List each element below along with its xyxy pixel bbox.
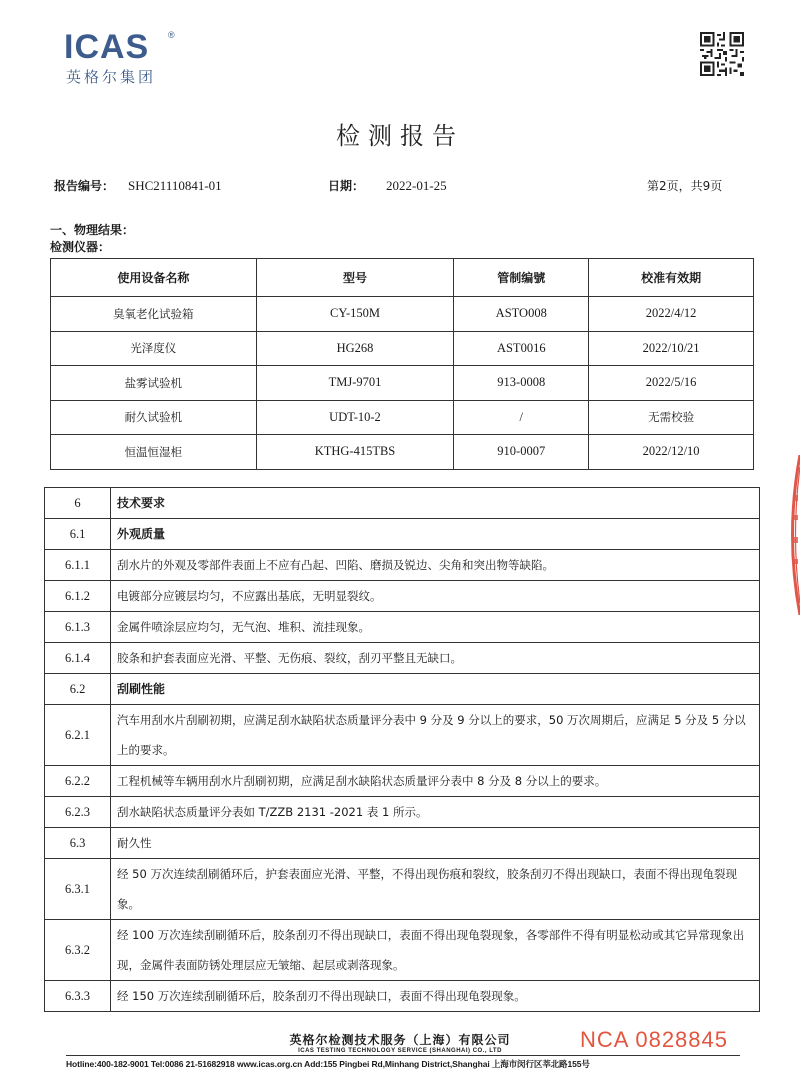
report-date-value: 2022-01-25	[386, 178, 447, 193]
clause-text: 刮水片的外观及零部件表面上不应有凸起、凹陷、磨损及锐边、尖角和突出物等缺陷。	[111, 550, 760, 581]
table-row	[51, 366, 754, 401]
report-date	[328, 177, 447, 194]
report-number	[54, 177, 222, 194]
table-row	[51, 435, 754, 470]
report-title: 检测报告	[336, 122, 464, 150]
control-number: AST0016	[454, 331, 589, 366]
clause-number: 6.3.1	[45, 859, 111, 920]
clause-number: 6.1.1	[45, 550, 111, 581]
requirement-row	[45, 643, 760, 674]
requirement-row	[45, 550, 760, 581]
clause-number: 6.1.2	[45, 581, 111, 612]
equipment-table	[50, 258, 754, 470]
table-row	[51, 331, 754, 366]
equipment-model: UDT-10-2	[256, 400, 454, 435]
equipment-model: TMJ-9701	[256, 366, 454, 401]
clause-text: 经 100 万次连续刮刷循环后，胶条刮刃不得出现缺口，表面不得出现龟裂现象，各零部件不得有明显松动或其它异常现象出现，金属件表面防锈处理层应无皱缩、起层或剥落现象。	[111, 920, 760, 981]
clause-number: 6	[45, 488, 111, 519]
clause-number: 6.1.3	[45, 612, 111, 643]
requirements-table	[44, 487, 760, 1012]
company-name-cn: 英格尔检测技术服务（上海）有限公司	[289, 1033, 511, 1047]
clause-text: 工程机械等车辆用刮水片刮刷初期，应满足刮水缺陷状态质量评分表中 8 分及 8 分以上的要求。	[111, 766, 760, 797]
calibration-date: 2022/5/16	[589, 366, 754, 401]
footer-divider	[66, 1055, 740, 1056]
clause-text: 电镀部分应镀层均匀，不应露出基底，无明显裂纹。	[111, 581, 760, 612]
control-number: ASTO008	[454, 297, 589, 332]
nca-number: NCA 0828845	[580, 1027, 728, 1052]
company-logo	[64, 30, 184, 86]
requirement-row	[45, 674, 760, 705]
equipment-model: KTHG-415TBS	[256, 435, 454, 470]
section-heading: 一、物理结果：	[50, 223, 135, 237]
clause-number: 6.1.4	[45, 643, 111, 674]
clause-text: 外观质量	[111, 519, 760, 550]
equipment-model: HG268	[256, 331, 454, 366]
requirement-row	[45, 612, 760, 643]
contact-info: Hotline:400-182-9001 Tel:0086 21-51682918 www.icas.org.cn Add:155 Pingbei Rd,Minhang District,Shanghai 上海市闵行区莘北路155号	[66, 1059, 590, 1069]
equipment-name: 盐雾试验机	[51, 366, 257, 401]
calibration-date: 2022/4/12	[589, 297, 754, 332]
clause-text: 技术要求	[111, 488, 760, 519]
control-number: 910-0007	[454, 435, 589, 470]
calibration-date: 无需校验	[589, 400, 754, 435]
clause-text: 经 50 万次连续刮刷循环后，护套表面应光滑、平整，不得出现伤痕和裂纹，胶条刮刃不得出现缺口，表面不得出现龟裂现象。	[111, 859, 760, 920]
control-number: 913-0008	[454, 366, 589, 401]
column-header: 使用设备名称	[51, 259, 257, 297]
page-indicator	[647, 177, 722, 194]
logo-subtitle: 英格尔集团	[66, 68, 157, 86]
clause-text: 刮刷性能	[111, 674, 760, 705]
clause-text: 耐久性	[111, 828, 760, 859]
clause-number: 6.3.2	[45, 920, 111, 981]
equipment-name: 耐久试验机	[51, 400, 257, 435]
clause-text: 胶条和护套表面应光滑、平整、无伤痕、裂纹，刮刃平整且无缺口。	[111, 643, 760, 674]
equipment-name: 光泽度仪	[51, 331, 257, 366]
requirement-row	[45, 581, 760, 612]
requirement-row	[45, 797, 760, 828]
equipment-model: CY-150M	[256, 297, 454, 332]
requirement-row	[45, 488, 760, 519]
requirement-row	[45, 766, 760, 797]
requirement-row	[45, 828, 760, 859]
column-header: 校准有效期	[589, 259, 754, 297]
clause-text: 汽车用刮水片刮刷初期，应满足刮水缺陷状态质量评分表中 9 分及 9 分以上的要求，50 万次周期后，应满足 5 分及 5 分以上的要求。	[111, 705, 760, 766]
equipment-name: 恒温恒湿柜	[51, 435, 257, 470]
column-header: 型号	[256, 259, 454, 297]
clause-number: 6.2.1	[45, 705, 111, 766]
clause-text: 刮水缺陷状态质量评分表如 T/ZZB 2131 -2021 表 1 所示。	[111, 797, 760, 828]
qr-code-icon	[700, 32, 744, 76]
clause-text: 金属件喷涂层应均匀，无气泡、堆积、流挂现象。	[111, 612, 760, 643]
table-row	[51, 400, 754, 435]
clause-number: 6.2.2	[45, 766, 111, 797]
report-date-label: 日期：	[328, 179, 365, 193]
calibration-date: 2022/12/10	[589, 435, 754, 470]
equipment-name: 臭氧老化试验箱	[51, 297, 257, 332]
logo-text: ICAS	[64, 28, 150, 66]
table-row	[51, 297, 754, 332]
requirement-row	[45, 981, 760, 1012]
clause-number: 6.3.3	[45, 981, 111, 1012]
requirement-row	[45, 859, 760, 920]
requirement-row	[45, 705, 760, 766]
seal-stamp	[783, 455, 800, 615]
clause-number: 6.2.3	[45, 797, 111, 828]
equipment-table-header	[51, 259, 754, 297]
clause-number: 6.3	[45, 828, 111, 859]
clause-number: 6.1	[45, 519, 111, 550]
requirement-row	[45, 920, 760, 981]
registered-mark: ®	[168, 30, 175, 40]
page-indicator-text: 第2页，共9页	[647, 179, 723, 193]
clause-number: 6.2	[45, 674, 111, 705]
report-number-value: SHC21110841-01	[128, 178, 222, 193]
requirement-row	[45, 519, 760, 550]
instruments-heading: 检测仪器：	[50, 240, 111, 254]
calibration-date: 2022/10/21	[589, 331, 754, 366]
clause-text: 经 150 万次连续刮刷循环后，胶条刮刃不得出现缺口，表面不得出现龟裂现象。	[111, 981, 760, 1012]
control-number: /	[454, 400, 589, 435]
column-header: 管制编號	[454, 259, 589, 297]
report-number-label: 报告编号：	[54, 179, 115, 193]
company-name-en: ICAS TESTING TECHNOLOGY SERVICE (SHANGHAI) CO., LTD	[298, 1048, 502, 1054]
